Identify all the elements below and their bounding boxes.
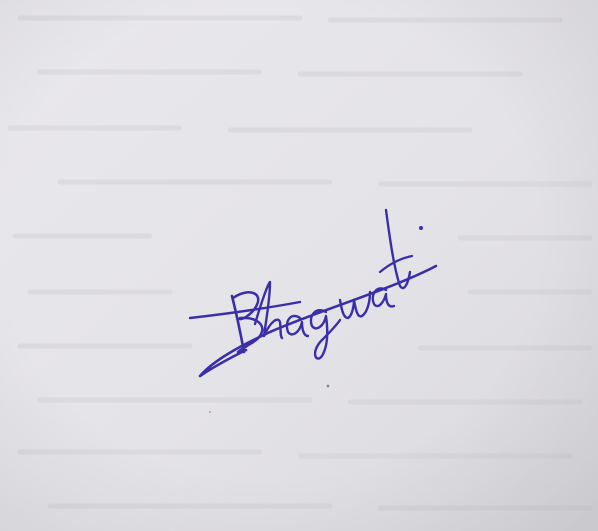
paper-speck [209,411,211,413]
paper-speck [327,385,330,388]
